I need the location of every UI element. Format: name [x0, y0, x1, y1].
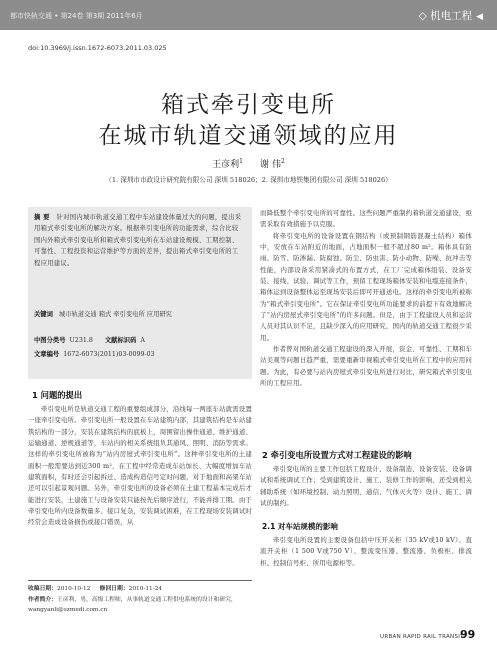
keywords-line [34, 309, 246, 320]
class-label: 中图分类号 [34, 337, 66, 344]
received-label: 收稿日期： [28, 586, 57, 592]
title-line-1: 箱式牵引变电所 [161, 92, 336, 118]
author-info-label: 作者简介： [28, 597, 57, 603]
revised-label: 修回日期： [99, 586, 129, 592]
triangle-left-icon: ◀ [476, 12, 483, 22]
keywords-value: 城市轨道交通 箱式 牵引变电所 应用研究 [58, 311, 172, 318]
journal-name: URBAN RAPID RAIL TRANSIT [380, 634, 464, 640]
revised-date: 2010-11-24 [128, 586, 163, 592]
page-number: 99 [460, 628, 476, 641]
section-2-body [260, 464, 472, 509]
doi-line: doi:10.3969/j.issn.1672-6073.2011.03.025 [28, 44, 167, 52]
keywords-label: 关键词 [34, 311, 53, 318]
abstract-text [34, 212, 244, 269]
author-info: 王彦利，男，高级工程师，从事轨道交通工程供电系统的设计和研究，wangyanli@szmedi.com.cn [28, 597, 237, 613]
article-id-line [34, 349, 246, 358]
doc-code-label: 文献标识码 [104, 337, 137, 344]
right-paragraph-3: 作者曾对国轨道交通工程建设的深入开展，资金、可靠性、工期和车站美观等问题日趋严重，需要重新审视箱式牵引变电所在工程中的应用问题。为此，有必要与站内房屋式牵引变电所进行对比，研究箱式牵引变电所的工程应用。 [260, 345, 472, 388]
classification-line [34, 335, 246, 344]
abstract-label: 摘 要 [34, 214, 50, 221]
abstract-body: 针对国内城市轨道交通工程中车站建设体量过大的问题，提出采用箱式牵引变电所的解决方案。根据牵引变电所的功能需求，综合比较国内外箱式牵引变电所和箱式牵引变电所在车站建设规模、工期控制、可靠性、工程投资和运营维护等方面的差异，提出箱式牵引变电所的工程应用建议。 [34, 214, 242, 267]
right-paragraph-2: 将牵引变电所的设备设置在钢结构（或预制钢筋混凝土结构）箱体中，安放在车站附近的地面，占地面积一般不超过80 m²。箱体具有防雨、防雪、防渗漏、防腐蚀、防尘、防虫害、防小动物、防噪、抗冲击等性能，内部设备采用紧凑式的布置方式，在工厂完成箱体组装、设备安装、接线、试验、调试等工作，预留工程现场箱体安装和电缆连接条件，箱体运到设备整体运至现场安装后即可开通送电。这样的牵引变电所被称为“箱式牵引变电所”。它在保证牵引变电所功能要求的前提下有效地解决了“站内房屋式牵引变电所”的许多问题。但是，由于工程建设人员和运营人员对其认识不足，且缺少深入的应用研究，国内的轨道交通工程很少采用。 [260, 231, 472, 342]
section-1-paragraph: 牵引变电所是轨道交通工程的重要组成部分，沿线每一两座车站就需设置一座牵引变电所。牵引变电所一般设置在车站建筑内部，其建筑结构是车站建筑结构的一部分，安装在建筑结构的底板上，周围留出操作通道、维护通道、运输通道、逆规通道等，车站内的相关系统组负其通风、照明、消防等需求。这样的牵引变电所被称为“站内房屋式牵引变电所”。这种牵引变电所的土建面积一般需要达到近300 m²，在工程中经常造成车站加长、大幅度增加车站建筑面积，有时还会引起拆迁、造成构造信号定时问题，对于地面和高架车站还可以引起景观问题。另外，牵引变电所的设备必须在土建工程基本完成后才能进行安装，土建施工与设备安装只能按先后顺序进行，不能并排工期。由于牵引变电所内设备数量多、接口复杂，安装调试困难，在工程现场安装调试时经常会造成设备损伤或接口错误，从 [28, 405, 252, 527]
left-column [28, 404, 252, 576]
article-id-value: 1672-6073(2011)03-0099-03 [63, 351, 155, 358]
title-line-2: 在城市轨道交通领域的应用 [98, 123, 399, 149]
header-band [0, 0, 497, 30]
right-column [260, 208, 472, 390]
author-line [0, 157, 497, 170]
author-2-sup: 2 [281, 158, 285, 165]
section-2-1-body [260, 535, 472, 615]
received-date: 2010-10-12 [57, 586, 91, 592]
class-value: U231.8 [69, 337, 93, 344]
section-2-1-paragraph: 牵引变电所设置的主要设备包括中压开关柜（35 kV或10 kV）、直流开关柜（1 500 V或750 V）、整流变压器、整流器、负极柜、排流柜、控制信号柜、所用电源柜等。 [260, 536, 472, 567]
right-paragraph-1: 而降低整个牵引变电所的可靠性。这些问题严重制约着轨道交通建设，亟需采取有效措施予以克服。 [260, 209, 472, 229]
section-2-1-heading: 2.1 对车站规模的影响 [262, 522, 338, 531]
section-2-paragraph: 牵引变电所的主要工作包括工程设计、设备制造、设备安装、设备调试和系统调试工作；受到建筑设计、施工、装修工作的影响，还受到相关辅助系统（如环境控制、动力照明、通信、气体灭火等）设计、施工、调试的制约。 [260, 465, 472, 508]
author-1-sup: 1 [239, 158, 243, 165]
abstract-box [28, 207, 252, 379]
diamond-icon: ◇ [418, 10, 427, 22]
article-id-label: 文章编号 [34, 351, 60, 358]
footnote-author [28, 596, 252, 615]
section-label-text: 机电工程 [430, 10, 473, 22]
author-1: 王彦利 [212, 160, 240, 170]
doc-code-value: A [140, 337, 145, 344]
section-label [419, 8, 483, 23]
running-header: 都市快轨交通 • 第24卷 第3期 2011年6月 [10, 12, 143, 20]
affiliation: （1. 深圳市市政设计研究院有限公司 深圳 518026；2. 深圳市地铁集团有限公司 深圳 518026） [105, 176, 392, 184]
footnote-dates [28, 585, 252, 595]
section-2-heading: 2 牵引变电所设置方式对工程建设的影响 [262, 450, 412, 460]
footnote-rule [28, 580, 252, 581]
section-1-heading: 1 问题的提出 [32, 390, 83, 400]
author-2: 谢 伟 [260, 160, 282, 170]
